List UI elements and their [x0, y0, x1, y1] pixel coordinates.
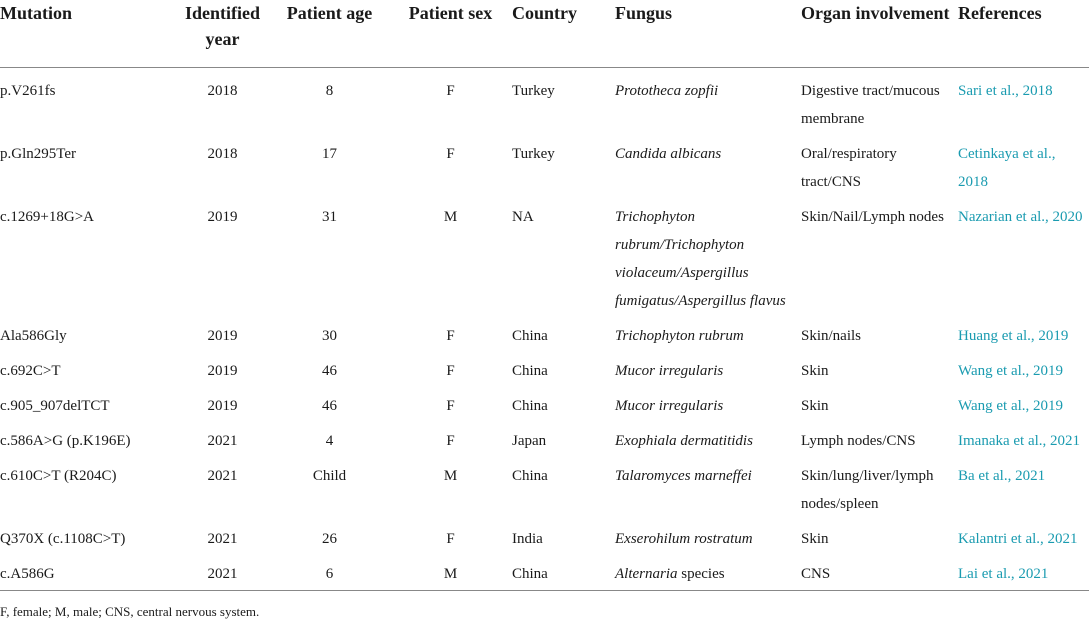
cell-mutation: p.Gln295Ter	[0, 146, 77, 162]
cell-organ-involvement: Skin/Nail/Lymph nodes	[801, 209, 944, 225]
cell-patient-sex: F	[446, 328, 455, 344]
cell-identified-year: 2021	[175, 553, 270, 591]
reference-link[interactable]: Imanaka et al., 2021	[958, 433, 1081, 449]
cell-organ-involvement: Skin	[801, 363, 829, 379]
cell-fungus: Exserohilum rostratum	[615, 531, 753, 547]
cell-patient-age: 8	[325, 83, 334, 99]
cell-patient-sex: M	[443, 468, 458, 484]
cell-patient-age: Child	[312, 468, 347, 484]
table-row	[0, 553, 1089, 591]
header-mutation: Mutation	[0, 0, 175, 68]
cell-mutation: c.1269+18G>A	[0, 209, 94, 225]
cell-identified-year: 2021	[207, 531, 238, 547]
cell-fungus: Prototheca zopfii	[615, 83, 719, 99]
cell-fungus: Mucor irregularis	[615, 398, 724, 414]
reference-link[interactable]: Wang et al., 2019	[958, 398, 1064, 414]
table-row	[0, 315, 1089, 350]
cell-country: China	[512, 468, 548, 484]
table-footnote: F, female; M, male; CNS, central nervous system.	[0, 604, 260, 619]
cell-organ-involvement: Skin/nails	[801, 328, 862, 344]
table-row	[0, 350, 1089, 385]
cell-patient-sex: M	[389, 553, 512, 591]
table-row	[0, 385, 1089, 420]
cell-identified-year: 2019	[207, 398, 238, 414]
cell-country: China	[512, 398, 548, 414]
cell-fungus: Trichophyton rubrum	[615, 328, 744, 344]
cell-patient-sex: F	[446, 398, 455, 414]
cell-country: Turkey	[512, 83, 555, 99]
header-references: References	[958, 0, 1089, 68]
cell-patient-sex: F	[446, 83, 455, 99]
cell-organ-involvement: Oral/respiratory tract/CNS	[801, 146, 897, 190]
cell-fungus: Alternaria species	[615, 553, 801, 591]
cell-patient-sex: F	[446, 531, 455, 547]
cell-patient-age: 4	[325, 433, 334, 449]
cell-mutation: c.A586G	[0, 553, 175, 591]
cell-fungus: Candida albicans	[615, 146, 722, 162]
cell-country: China	[512, 328, 548, 344]
cell-mutation: Ala586Gly	[0, 328, 67, 344]
reference-link[interactable]: Lai et al., 2021	[958, 553, 1089, 591]
cell-mutation: c.692C>T	[0, 363, 61, 379]
reference-link[interactable]: Kalantri et al., 2021	[958, 531, 1078, 547]
cell-patient-age: 31	[322, 209, 337, 225]
table-row	[0, 133, 1089, 196]
table-header-row	[0, 0, 1089, 68]
cell-country: Turkey	[512, 146, 555, 162]
cell-patient-age: 46	[322, 363, 337, 379]
cell-country: NA	[512, 209, 534, 225]
cell-fungus: Exophiala dermatitidis	[615, 433, 753, 449]
table-row	[0, 455, 1089, 518]
cell-mutation: p.V261fs	[0, 83, 56, 99]
header-country: Country	[512, 0, 615, 68]
cell-patient-sex: M	[443, 209, 458, 225]
header-identified-year: Identified year	[175, 0, 270, 68]
reference-link[interactable]: Nazarian et al., 2020	[958, 209, 1083, 225]
cell-organ-involvement: CNS	[801, 553, 958, 591]
cell-identified-year: 2018	[207, 83, 238, 99]
cell-identified-year: 2018	[207, 146, 238, 162]
cell-fungus: Mucor irregularis	[615, 363, 724, 379]
reference-link[interactable]: Ba et al., 2021	[958, 468, 1046, 484]
cell-identified-year: 2019	[207, 363, 238, 379]
cell-organ-involvement: Skin/lung/liver/lymph nodes/spleen	[801, 468, 934, 512]
cell-patient-age: 30	[322, 328, 337, 344]
reference-link[interactable]: Cetinkaya et al., 2018	[958, 146, 1056, 190]
cell-patient-age: 6	[270, 553, 389, 591]
cell-patient-sex: F	[446, 363, 455, 379]
cell-country: Japan	[512, 433, 547, 449]
cell-identified-year: 2019	[207, 328, 238, 344]
cell-country: China	[512, 553, 615, 591]
cell-identified-year: 2021	[207, 433, 238, 449]
cell-organ-involvement: Digestive tract/mucous membrane	[801, 83, 940, 127]
cell-patient-age: 26	[322, 531, 337, 547]
cell-organ-involvement: Lymph nodes/CNS	[801, 433, 916, 449]
cell-patient-sex: F	[446, 433, 455, 449]
header-patient-sex: Patient sex	[389, 0, 512, 68]
header-organ-involvement: Organ involvement	[801, 0, 958, 68]
cell-mutation: c.905_907delTCT	[0, 398, 110, 414]
cell-mutation: c.586A>G (p.K196E)	[0, 433, 131, 449]
cell-mutation: c.610C>T (R204C)	[0, 468, 117, 484]
table-row	[0, 518, 1089, 553]
header-fungus: Fungus	[615, 0, 801, 68]
cell-patient-age: 17	[322, 146, 337, 162]
cell-mutation: Q370X (c.1108C>T)	[0, 531, 126, 547]
cell-organ-involvement: Skin	[801, 398, 829, 414]
cell-fungus: Talaromyces marneffei	[615, 468, 752, 484]
reference-link[interactable]: Wang et al., 2019	[958, 363, 1064, 379]
header-patient-age: Patient age	[270, 0, 389, 68]
cell-patient-age: 46	[322, 398, 337, 414]
cell-identified-year: 2019	[207, 209, 238, 225]
table-row	[0, 196, 1089, 315]
cell-organ-involvement: Skin	[801, 531, 829, 547]
cell-country: China	[512, 363, 548, 379]
cell-country: India	[512, 531, 543, 547]
cell-fungus: Trichophyton rubrum/Trichophyton violaceum/Aspergillus fumigatus/Aspergillus flavus	[615, 209, 786, 309]
reference-link[interactable]: Huang et al., 2019	[958, 328, 1069, 344]
cell-patient-sex: F	[446, 146, 455, 162]
reference-link[interactable]: Sari et al., 2018	[958, 83, 1053, 99]
cell-identified-year: 2021	[207, 468, 238, 484]
table-row	[0, 420, 1089, 455]
table-row	[0, 68, 1089, 134]
